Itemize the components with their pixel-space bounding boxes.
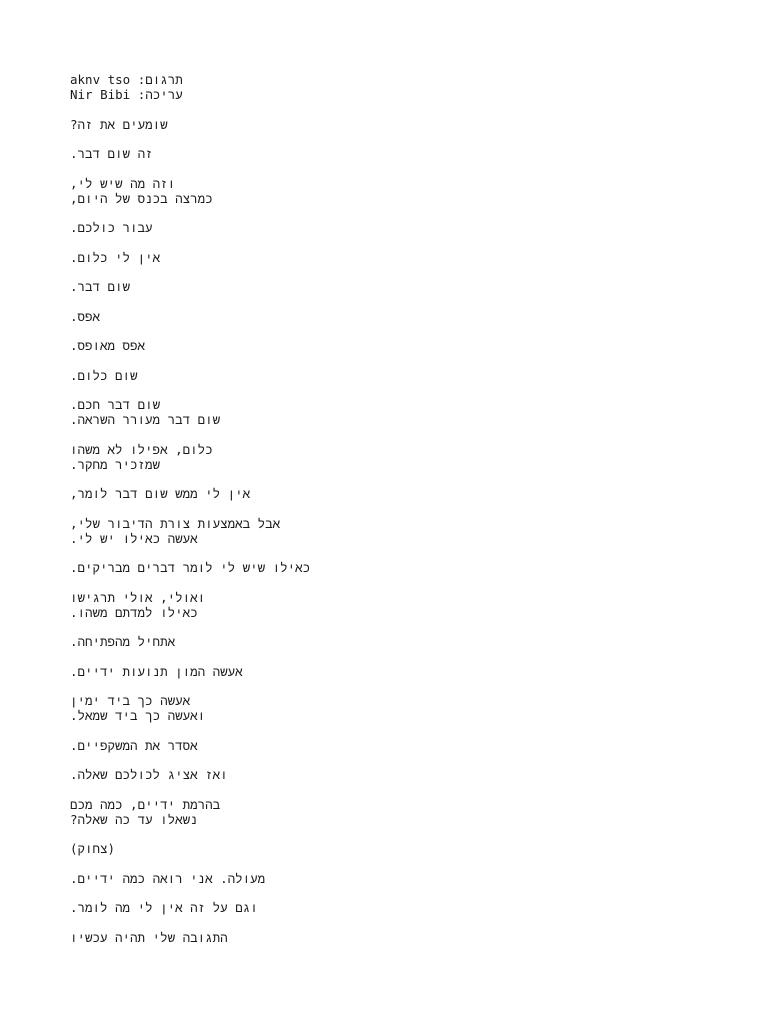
transcript-line: שמזכיר מחקר. bbox=[70, 456, 161, 472]
transcript-line: (צחוק) bbox=[70, 841, 116, 856]
transcript-paragraph bbox=[70, 368, 710, 383]
transcript-line: אין לי ממש שום דבר לומר, bbox=[70, 486, 251, 501]
transcript-paragraph bbox=[70, 900, 710, 915]
transcript-line: אפס. bbox=[70, 308, 101, 324]
transcript-paragraph bbox=[70, 738, 710, 753]
transcript-paragraph bbox=[70, 309, 710, 324]
transcript-line: נשאלו עד כה שאלה? bbox=[70, 811, 198, 827]
transcript-line: כמרצה בכנס של היום, bbox=[70, 190, 213, 206]
transcript-paragraph bbox=[70, 930, 710, 945]
transcript-line: אבל באמצעות צורת הדיבור שלי, bbox=[70, 515, 281, 531]
transcript-paragraph bbox=[70, 397, 710, 427]
transcript-paragraph bbox=[70, 442, 710, 472]
transcript-line: עבור כולכם. bbox=[70, 220, 153, 235]
transcript-line: אפס מאופס. bbox=[70, 338, 146, 353]
transcript-paragraph bbox=[70, 693, 710, 723]
transcript-line: שום כלום. bbox=[70, 367, 138, 383]
transcript-paragraph bbox=[70, 117, 710, 132]
transcript-line: כאילו שיש לי לומר דברים מבריקים. bbox=[70, 560, 311, 575]
transcript-line: מעולה. אני רואה כמה ידיים. bbox=[70, 870, 266, 886]
transcript-line: אעשה כך ביד ימין bbox=[70, 693, 191, 708]
translator-credit: תרגום: aknv tso bbox=[70, 72, 183, 87]
transcript-line: שום דבר מעורר השראה. bbox=[70, 412, 221, 427]
transcript-line: אסדר את המשקפיים. bbox=[70, 737, 198, 753]
transcript-line: זה שום דבר. bbox=[70, 146, 153, 161]
transcript-line: שום דבר חכם. bbox=[70, 397, 161, 412]
transcript-line: שומעים את זה? bbox=[70, 116, 168, 132]
transcript-paragraph bbox=[70, 146, 710, 161]
transcript-paragraph bbox=[70, 176, 710, 206]
transcript-line: וגם על זה אין לי מה לומר. bbox=[70, 900, 258, 915]
transcript-paragraph bbox=[70, 664, 710, 679]
transcript-paragraph bbox=[70, 841, 710, 856]
transcript-line: ואולי, אולי תרגישו bbox=[70, 589, 206, 605]
transcript-line: בהרמת ידיים, כמה מכם bbox=[70, 796, 221, 812]
transcript-line: ואז אציג לכולכם שאלה. bbox=[70, 767, 228, 782]
transcript-paragraph bbox=[70, 250, 710, 265]
transcript-line: אתחיל מהפתיחה. bbox=[70, 634, 176, 649]
transcript-paragraph bbox=[70, 634, 710, 649]
subtitle-transcript bbox=[70, 72, 710, 959]
transcript-paragraph bbox=[70, 590, 710, 620]
transcript-paragraph bbox=[70, 338, 710, 353]
transcript-line: וזה מה שיש לי, bbox=[70, 175, 176, 191]
transcript-line: כאילו למדתם משהו. bbox=[70, 604, 198, 620]
transcript-line: אין לי כלום. bbox=[70, 249, 161, 265]
credits-block bbox=[70, 72, 710, 102]
transcript-paragraph bbox=[70, 871, 710, 886]
transcript-paragraph bbox=[70, 516, 710, 546]
transcript-paragraph bbox=[70, 797, 710, 827]
transcript-line: ואעשה כך ביד שמאל. bbox=[70, 708, 206, 723]
transcript-line: אעשה כאילו יש לי. bbox=[70, 530, 198, 546]
transcript-paragraph bbox=[70, 767, 710, 782]
transcript-line: התגובה שלי תהיה עכשיו bbox=[70, 929, 228, 945]
transcript-line: שום דבר. bbox=[70, 279, 131, 294]
transcript-line: אעשה המון תנועות ידיים. bbox=[70, 663, 243, 679]
transcript-line: כלום, אפילו לא משהו bbox=[70, 441, 213, 457]
editor-credit: עריכה: Nir Bibi bbox=[70, 87, 183, 102]
transcript-paragraph bbox=[70, 279, 710, 294]
transcript-paragraph bbox=[70, 220, 710, 235]
transcript-paragraph bbox=[70, 486, 710, 501]
transcript-paragraph bbox=[70, 560, 710, 575]
